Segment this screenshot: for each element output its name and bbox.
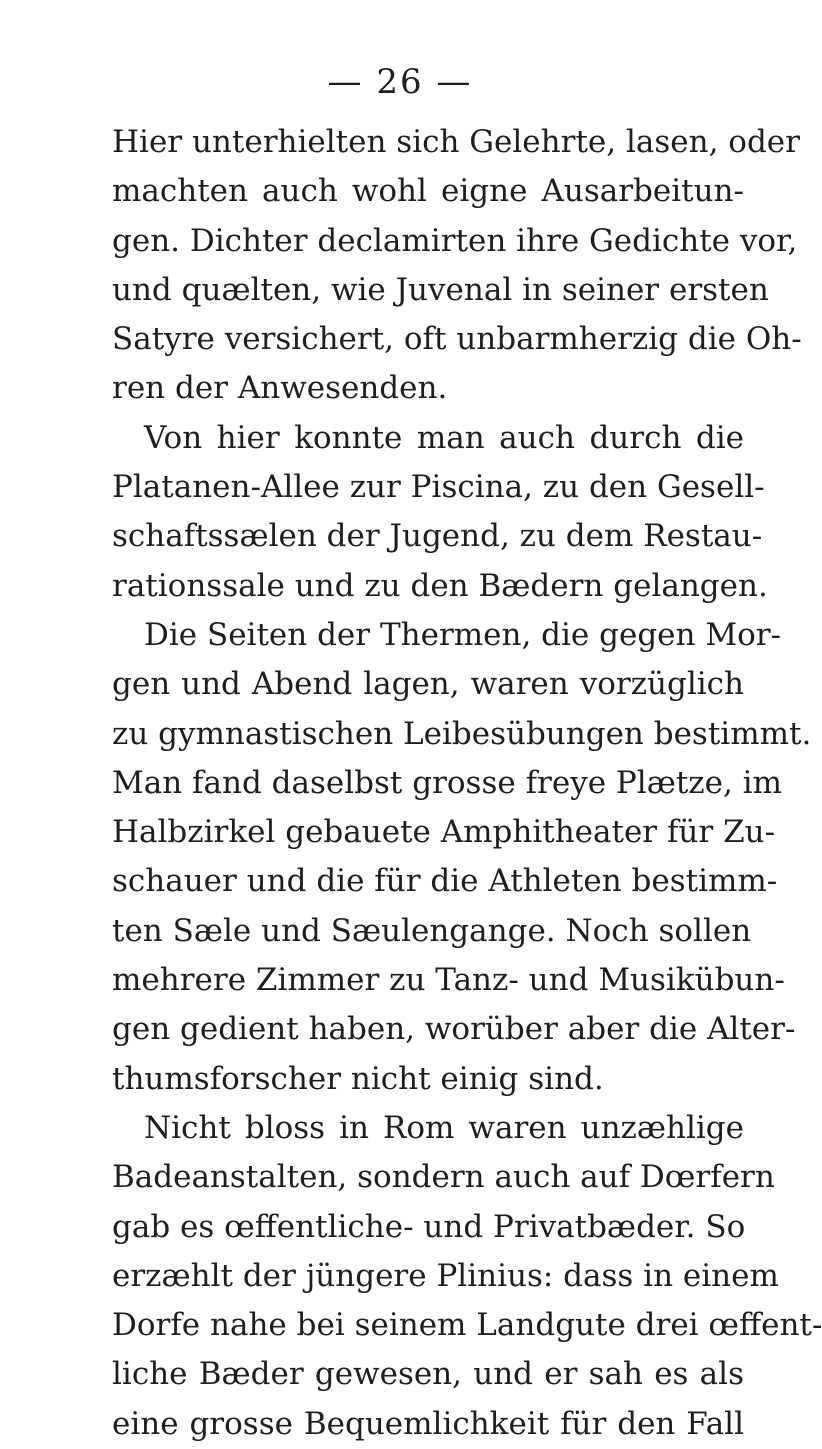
text-line-15: Halbzirkel gebauete Amphitheater für Zu- xyxy=(112,814,776,851)
body-text xyxy=(112,118,822,1449)
text-line-14: Man fand daselbst grosse freye Plætze, im xyxy=(112,764,782,801)
text-line-22: Badeanstalten, sondern auch auf Dœrfern xyxy=(112,1159,775,1196)
text-line-16: schauer und die für die Athleten bestimm- xyxy=(112,863,778,900)
text-line-21: Nicht bloss in Rom waren unzæhlige xyxy=(144,1109,744,1146)
text-line-12: gen und Abend lagen, waren vorzüglich xyxy=(112,666,744,703)
text-line-17: ten Sæle und Sæulengange. Noch sollen xyxy=(112,912,752,949)
page-number: — 26 — xyxy=(327,62,473,102)
text-line-24: erzæhlt der jüngere Plinius: dass in einem xyxy=(112,1257,779,1294)
text-line-1: Hier unterhielten sich Gelehrte, lasen, oder xyxy=(112,124,800,160)
text-line-11: Die Seiten der Thermen, die gegen Mor- xyxy=(144,616,782,653)
text-line-13: zu gymnastischen Leibesübungen bestimmt. xyxy=(112,715,812,752)
text-line-25: Dorfe nahe bei seinem Landgute drei œffent- xyxy=(112,1307,822,1344)
text-line-7: Von hier konnte man auch durch die xyxy=(144,419,744,456)
text-line-20: thumsforscher nicht einig sind. xyxy=(112,1060,604,1097)
text-line-6: ren der Anwesenden. xyxy=(112,370,448,407)
text-line-8: Platanen-Allee zur Piscina, zu den Gesell- xyxy=(112,469,765,506)
text-line-5: Satyre versichert, oft unbarmherzig die Oh- xyxy=(112,321,802,358)
text-line-9: schaftssælen der Jugend, zu dem Restau- xyxy=(112,518,763,555)
text-line-18: mehrere Zimmer zu Tanz- und Musikübun- xyxy=(112,962,785,999)
text-line-3: gen. Dichter declamirten ihre Gedichte vor, xyxy=(112,222,798,259)
text-line-2: machten auch wohl eigne Ausarbeitun- xyxy=(112,173,744,210)
text-line-27: eine grosse Bequemlichkeit für den Fall xyxy=(112,1405,744,1442)
text-line-26: liche Bæder gewesen, und er sah es als xyxy=(112,1356,744,1393)
text-line-19: gen gedient haben, worüber aber die Alter- xyxy=(112,1011,796,1048)
text-line-23: gab es œffentliche- und Privatbæder. So xyxy=(112,1208,746,1245)
text-line-4: und quælten, wie Juvenal in seiner ersten xyxy=(112,271,769,308)
text-line-10: rationssale und zu den Bædern gelangen. xyxy=(112,567,768,604)
